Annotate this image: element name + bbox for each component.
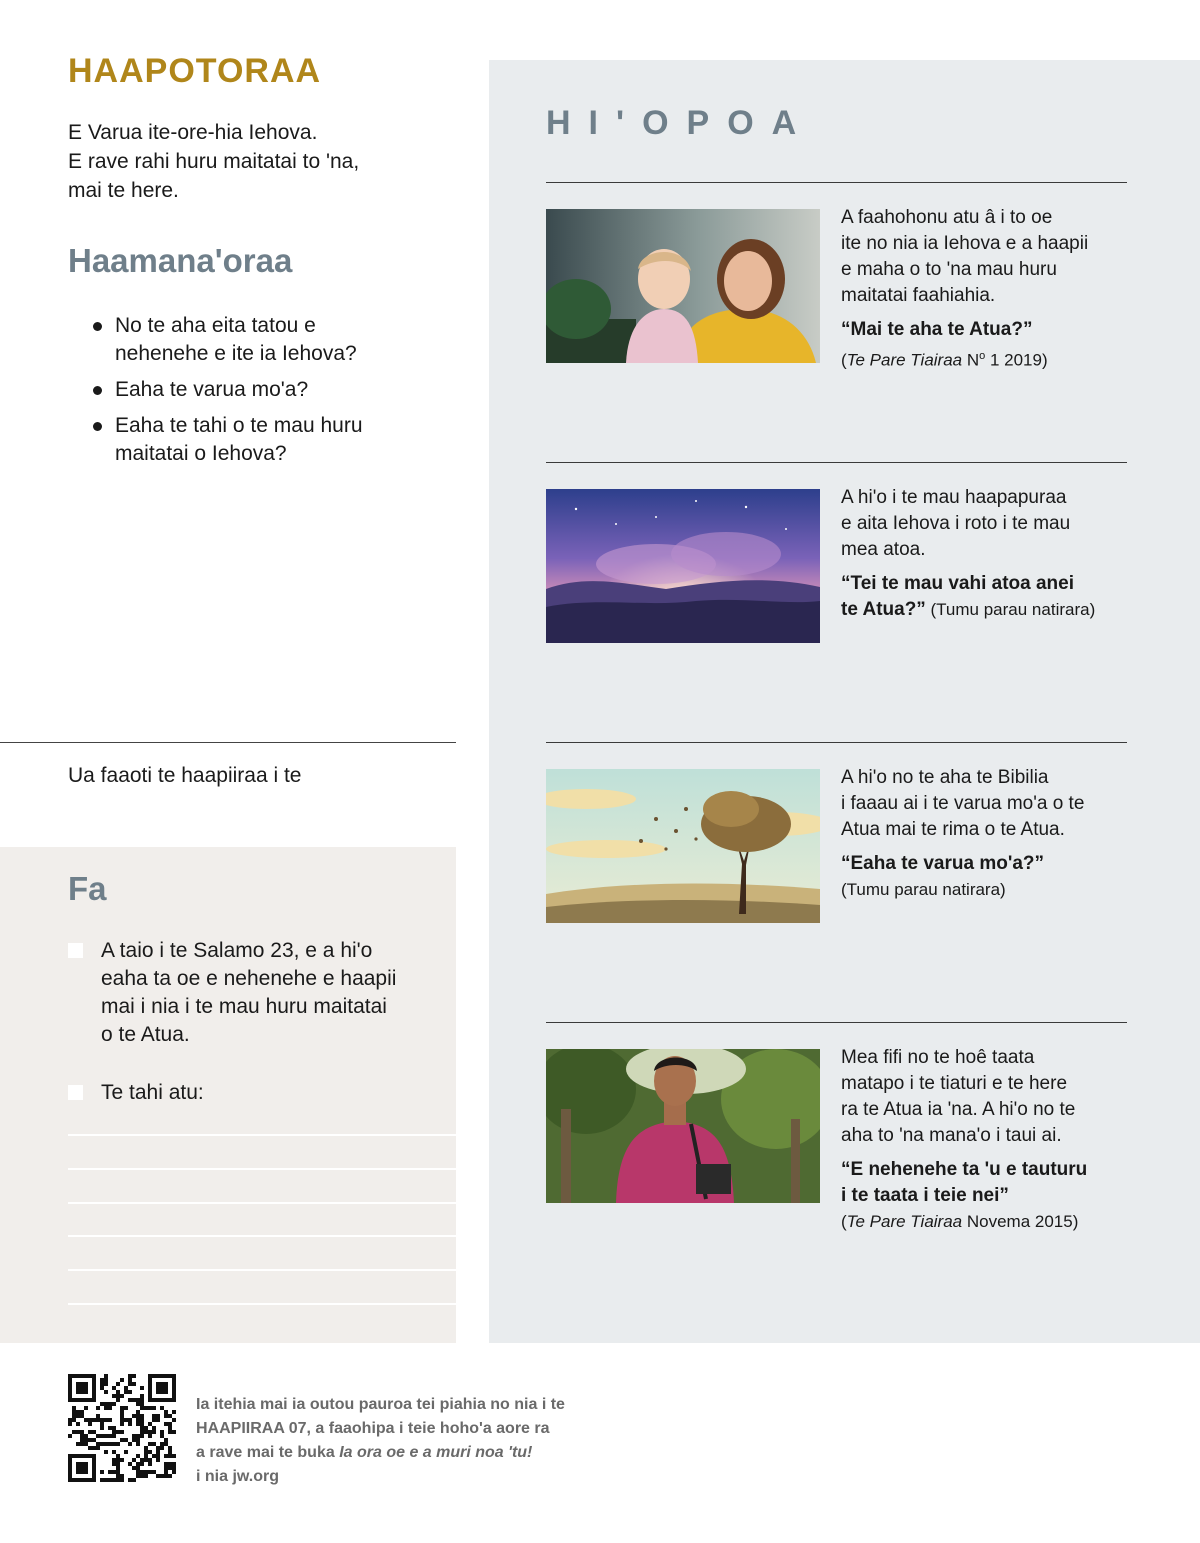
summary-line: mai te here.	[68, 179, 179, 202]
divider	[0, 742, 456, 743]
description-line: A hi'o i te mau haapapuraa	[841, 487, 1067, 508]
description-line: i faaau ai i te varua mo'a o te	[841, 793, 1085, 814]
article-link[interactable]	[841, 571, 1131, 623]
article-title[interactable]: “Mai te aha te Atua?”	[841, 319, 1033, 340]
summary-line: E rave rahi huru maitatai to 'na,	[68, 150, 360, 173]
goal-line: o te Atua.	[101, 1023, 190, 1046]
ref-part: (	[841, 350, 847, 370]
goal-checkbox[interactable]	[68, 1085, 83, 1100]
write-line[interactable]	[68, 1134, 456, 1136]
summary-line: E Varua ite-ore-hia Iehova.	[68, 121, 318, 144]
article-source	[841, 1209, 1131, 1235]
goal-item[interactable]	[68, 1079, 428, 1107]
windblown-tree-illustration[interactable]	[546, 769, 820, 923]
explore-description	[841, 765, 1131, 843]
review-questions	[88, 312, 448, 476]
description-line: matapo i te tiaturi e te here	[841, 1073, 1068, 1094]
article-link[interactable]	[841, 317, 1131, 374]
ref-part: N	[962, 350, 980, 370]
description-line: A hi'o no te aha te Bibilia	[841, 767, 1049, 788]
goal-line: mai i nia i te mau huru maitatai	[101, 995, 387, 1018]
description-line: maitatai faahiahia.	[841, 285, 996, 306]
bullet-icon	[93, 322, 102, 331]
ref-part: o	[979, 350, 986, 362]
ref-publication: Te Pare Tiairaa	[846, 1212, 963, 1231]
man-with-bag-photo[interactable]	[546, 1049, 820, 1203]
explore-item-text	[841, 765, 1131, 903]
article-source: (Tumu parau natirara)	[925, 600, 1096, 619]
divider	[546, 742, 1127, 743]
ref-part: 1 2019)	[985, 350, 1048, 370]
description-line: aha to 'na mana'o i taui ai.	[841, 1125, 1062, 1146]
description-line: mea atoa.	[841, 539, 926, 560]
explore-description	[841, 485, 1131, 563]
explore-item-text	[841, 205, 1131, 374]
write-line[interactable]	[68, 1303, 456, 1305]
explore-description	[841, 1045, 1131, 1149]
book-title: Ia ora oe e a muri noa 'tu!	[339, 1444, 533, 1461]
completed-label: Ua faaoti te haapiiraa i te	[68, 764, 302, 787]
article-title[interactable]: “E nehenehe ta 'u e tauturu	[841, 1159, 1088, 1180]
review-question	[88, 412, 448, 468]
goal-label	[68, 1079, 428, 1107]
goal-item[interactable]	[68, 937, 428, 1049]
review-question	[88, 312, 448, 368]
article-link[interactable]	[841, 1157, 1131, 1235]
footer-line: Ia itehia mai ia outou pauroa tei piahia no nia i te	[196, 1396, 565, 1413]
article-title[interactable]: “Tei te mau vahi atoa anei	[841, 573, 1075, 594]
bullet-icon	[93, 422, 102, 431]
question-line: Eaha te varua mo'a?	[115, 378, 309, 401]
description-line: ite no nia ia Iehova e a haapii	[841, 233, 1089, 254]
ref-part: Novema 2015)	[962, 1212, 1079, 1231]
description-line: Mea fifi no te hoê taata	[841, 1047, 1035, 1068]
article-title[interactable]: te Atua?”	[841, 599, 926, 620]
explore-title: HI'OPOA	[546, 104, 815, 142]
article-source	[841, 343, 1131, 374]
write-line[interactable]	[68, 1168, 456, 1170]
explore-item-text	[841, 1045, 1131, 1235]
mother-child-photo[interactable]	[546, 209, 820, 363]
article-title[interactable]: i te taata i teie nei”	[841, 1185, 1009, 1206]
article-source: (Tumu parau natirara)	[841, 880, 1006, 899]
question-line: maitatai o Iehova?	[115, 442, 287, 465]
goals-title: Fa	[68, 870, 107, 907]
write-line[interactable]	[68, 1269, 456, 1271]
footer-line	[196, 1441, 656, 1465]
description-line: A faahohonu atu â i to oe	[841, 207, 1053, 228]
description-line: ra te Atua ia 'na. A hi'o no te	[841, 1099, 1076, 1120]
footer-line: HAAPIIRAA 07, a faaohipa i teie hoho'a aore ra	[196, 1420, 550, 1437]
article-title[interactable]: “Eaha te varua mo'a?”	[841, 853, 1045, 874]
footer-text-part: a rave mai te buka	[196, 1444, 340, 1461]
explore-description	[841, 205, 1131, 309]
goal-checkbox[interactable]	[68, 943, 83, 958]
write-line[interactable]	[68, 1202, 456, 1204]
question-line: No te aha eita tatou e	[115, 314, 316, 337]
night-sky-photo[interactable]	[546, 489, 820, 643]
explore-item-text	[841, 485, 1131, 623]
description-line: Atua mai te rima o te Atua.	[841, 819, 1065, 840]
description-line: e maha o to 'na mau huru	[841, 259, 1057, 280]
write-line[interactable]	[68, 1235, 456, 1237]
ref-part: (	[841, 1212, 847, 1231]
footer-line: i nia jw.org	[196, 1468, 279, 1485]
goal-line: Te tahi atu:	[101, 1081, 204, 1104]
goal-line: eaha ta oe e nehenehe e haapii	[101, 967, 397, 990]
divider	[546, 462, 1127, 463]
review-question	[88, 376, 448, 404]
description-line: e aita Iehova i roto i te mau	[841, 513, 1071, 534]
bullet-icon	[93, 386, 102, 395]
divider	[546, 182, 1127, 183]
summary-title: HAAPOTORAA	[68, 52, 322, 90]
summary-text	[68, 118, 448, 205]
ref-publication: Te Pare Tiairaa	[846, 350, 963, 370]
article-link[interactable]	[841, 851, 1131, 903]
question-line: nehenehe e ite ia Iehova?	[115, 342, 357, 365]
divider	[546, 1022, 1127, 1023]
goal-line: A taio i te Salamo 23, e a hi'o	[101, 939, 373, 962]
qr-code-icon[interactable]	[68, 1374, 176, 1482]
goal-label	[68, 937, 428, 1049]
review-title: Haamana'oraa	[68, 242, 293, 279]
question-line: Eaha te tahi o te mau huru	[115, 414, 363, 437]
footer-note	[196, 1393, 656, 1489]
